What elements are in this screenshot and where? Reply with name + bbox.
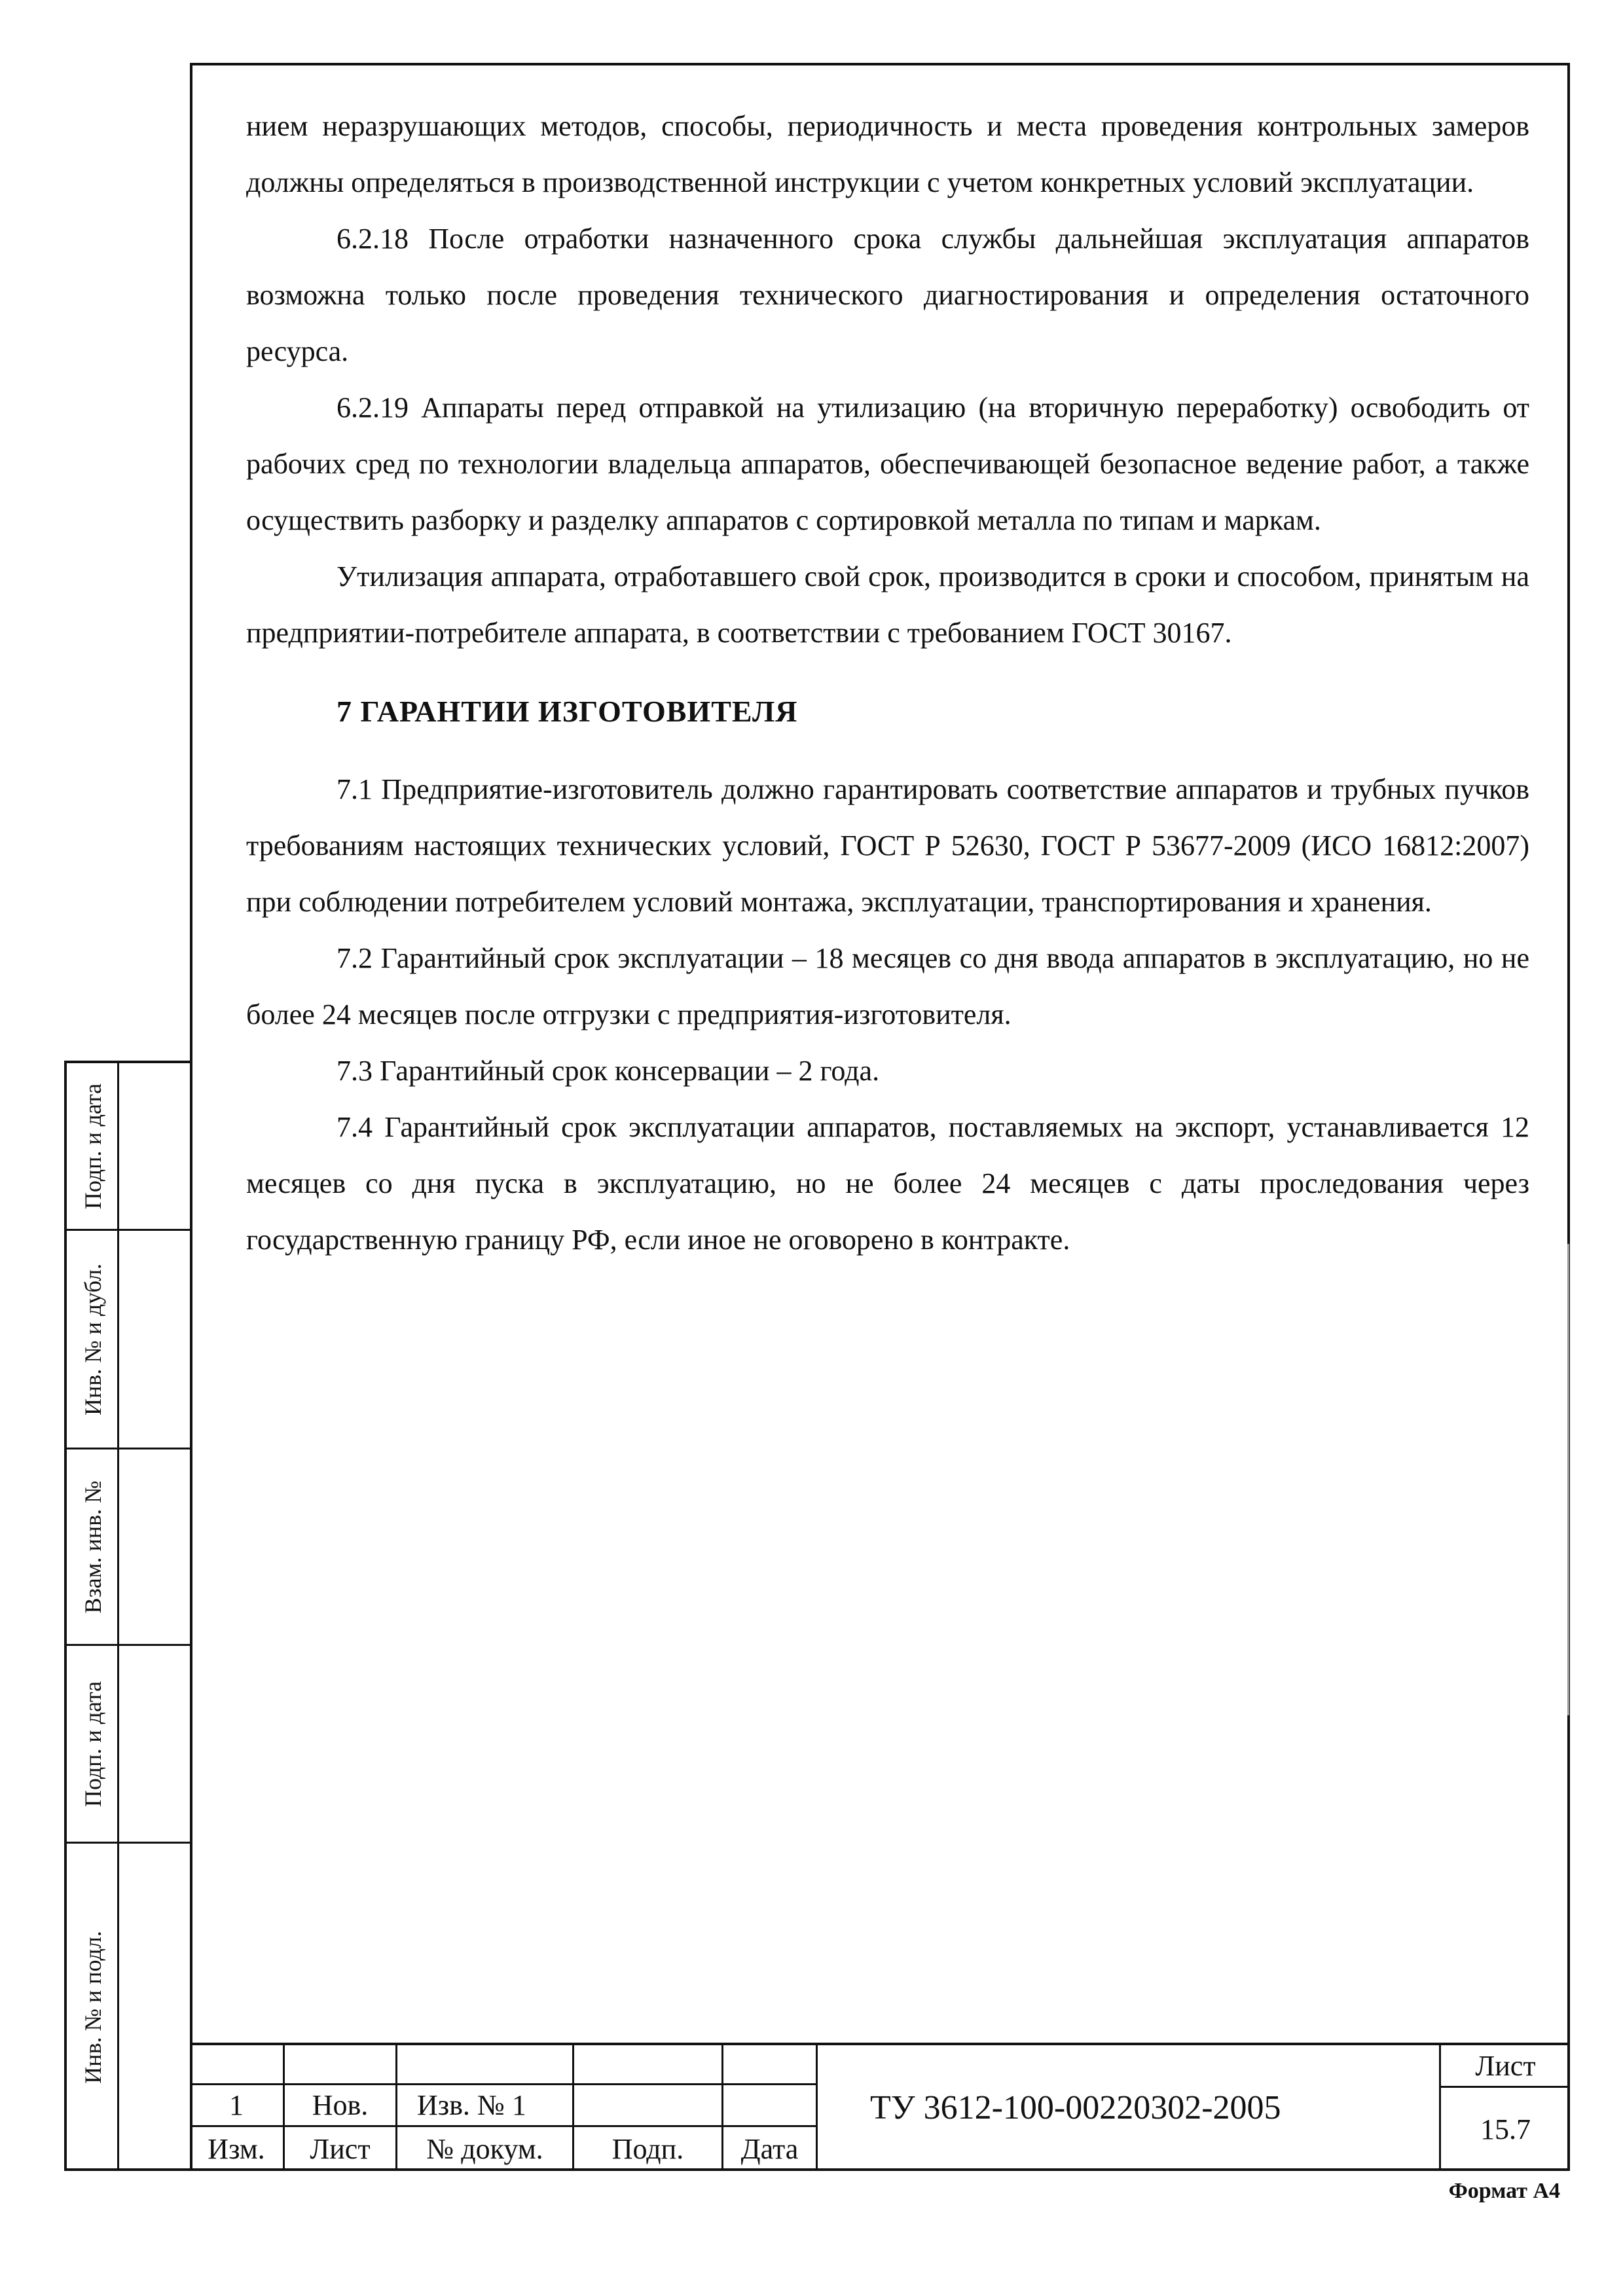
change-num: 1 <box>229 2089 244 2121</box>
side-row-inv-podl <box>67 1844 191 2171</box>
header-list: Лист <box>310 2133 371 2165</box>
header-date: Дата <box>740 2133 799 2165</box>
page-format: Формат А4 <box>1448 2179 1560 2203</box>
side-label: Подп. и дата <box>80 1681 106 1807</box>
side-row-sign-date-2 <box>67 1646 191 1844</box>
side-stamp <box>64 1061 191 2171</box>
change-sheet: Нов. <box>312 2089 369 2121</box>
side-row-inv-dub <box>67 1231 191 1449</box>
side-label: Подп. и дата <box>80 1083 106 1209</box>
paragraph: Утилизация аппарата, отработавшего свой срок, производится в сроки и способом, принятым на предприятии-потребителе аппарата, в соответствии с требованием ГОСТ 30167. <box>246 560 1529 649</box>
change-doc: Изв. № 1 <box>417 2089 526 2121</box>
sheet-label: Лист <box>1475 2049 1536 2082</box>
side-label: Инв. № и дубл. <box>80 1263 106 1415</box>
side-label: Инв. № и подл. <box>80 1931 106 2084</box>
margin-mark <box>1567 1244 1569 1715</box>
header-doc-num: № докум. <box>426 2133 543 2165</box>
side-row-sign-date-1 <box>67 1063 191 1231</box>
section-title: 7 ГАРАНТИИ ИЗГОТОВИТЕЛЯ <box>337 695 798 728</box>
paragraph: 7.1 Предприятие-изготовитель должно гарантировать соответствие аппаратов и трубных пучков требованиям настоящих технических условий, ГОСТ Р 52630, ГОСТ Р 53677-2009 (ИСО 16812:2007) при соблюдении потребителем условий монтажа, эксплуатации, транспортирования и хранения. <box>246 773 1529 918</box>
paragraph: нием неразрушающих методов, способы, периодичность и места проведения контрольных замеров должны определяться в производственной инструкции с учетом конкретных условий эксплуатации. <box>246 110 1529 198</box>
paragraph: 6.2.19 Аппараты перед отправкой на утилизацию (на вторичную переработку) освободить от рабочих сред по технологии владельца аппаратов, обеспечивающей безопасное ведение работ, а также осуществить разборку и разделку аппаратов с сортировкой металла по типам и маркам. <box>246 392 1529 536</box>
side-label-col <box>67 1231 119 1448</box>
paragraph: 7.4 Гарантийный срок эксплуатации аппаратов, поставляемых на экспорт, устанавливается 12 месяцев со дня пуска в эксплуатацию, но не более 24 месяцев с даты проследования через государственную границу РФ, если иное не оговорено в контракте. <box>246 1111 1529 1256</box>
paragraph: 6.2.18 После отработки назначенного срока службы дальнейшая эксплуатация аппаратов возможна только после проведения технического диагностирования и определения остаточного ресурса. <box>246 223 1529 367</box>
side-label-col <box>67 1844 119 2171</box>
side-row-vzam-inv <box>67 1449 191 1646</box>
side-label-col <box>67 1646 119 1842</box>
side-label-col <box>67 1063 119 1229</box>
header-sign: Подп. <box>611 2133 684 2165</box>
header-izm: Изм. <box>208 2133 265 2165</box>
sheet-number: 15.7 <box>1480 2113 1531 2145</box>
document-body <box>246 98 1529 1268</box>
document-designation: ТУ 3612-100-00220302-2005 <box>870 2088 1281 2126</box>
side-label-col <box>67 1449 119 1644</box>
side-label: Взам. инв. № <box>80 1480 106 1613</box>
paragraph: 7.3 Гарантийный срок консервации – 2 года. <box>337 1055 880 1087</box>
title-block <box>190 2043 1570 2171</box>
paragraph: 7.2 Гарантийный срок эксплуатации – 18 месяцев со дня ввода аппаратов в эксплуатацию, но не более 24 месяцев после отгрузки с предприятия-изготовителя. <box>246 942 1529 1030</box>
